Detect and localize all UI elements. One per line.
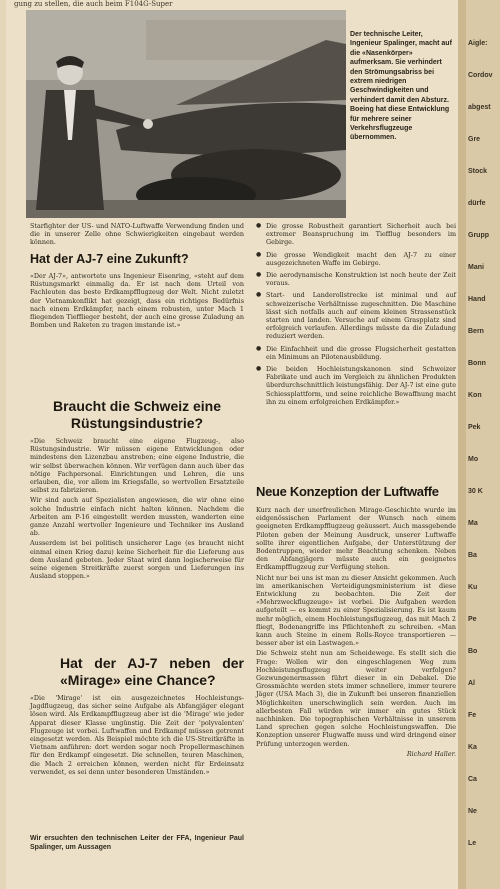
photo-illustration	[26, 10, 346, 218]
intro-paragraph: Starfighter der US- und NATO-Luftwaffe Verwendung finden und die in unserer Zelle ohne Schwierigkeiten eingebaut werden können.	[30, 222, 244, 247]
paragraph-ruestung-1: «Die Schweiz braucht eine eigene Flugzeug-, also Rüstungsindustrie. Wir müssen eigene Entwicklungen oder mindestens den Lizenzbau anstreben; eine eigene Industrie, die wir selbst überwachen können. Wir verfügen dann auch über das nötige Fachpersonal. Einrichtungen und Lehren, die uns erlauben, die, vor allem im Kriegsfalle, so wertvollen Ersatzteile selbst zu fabrizieren.	[30, 437, 244, 495]
heading-mirage-chance: Hat der AJ-7 neben der «Mirage» eine Chance?	[60, 655, 244, 688]
list-item: ● Start- und Landerollstrecke ist minimal und auf schweizerische Verhältnisse zugeschnitten. Die Maschine lässt sich notfalls auch auf einem kleinen Strassenstück starten und landen. Versuche auf einem Graspplatz sind erfolgreich verlaufen. Allerdings müsste da die Zuladung reduziert werden.	[256, 291, 456, 340]
paragraph-mirage: «Die 'Mirage' ist ein ausgezeichnetes Hochleistungs-Jagdflugzeug, das sicher seine Aufgabe als Abfangjäger elegant lösen wird. Als Erdkampfflugzeug aber ist die 'Mirage' wie jeder Apparat dieser Klasse ungünstig. Die Zeit der 'polyvalenten' Flugzeuge ist vorbei. Luftwaffen und Erdkampf müssen getrennt eingesetzt werden. Als Beispiel möchte ich die US-Streitkräfte in Vietnam anführen: dort werden sogar noch Propellermaschinen für den Erdkampf eingesetzt. Die schnellen, teuren Maschinen, die Mach 2 erreichen können, werden nicht für Erdeinsatz verwendet, es sei denn unter besonderen Umständen.»	[30, 694, 244, 776]
section-neue-konzeption	[256, 506, 456, 758]
strip-fragment: Ka	[468, 744, 477, 751]
author-signature: Richard Haller.	[406, 749, 456, 758]
strip-fragment: Gre	[468, 136, 481, 143]
list-item: ● Die beiden Hochleistungskanonen sind Schweizer Fabrikate und auch im Vergleich zu ähnlichen Produkten überdurchschnittlich leistungsfähig. Der AJ-7 ist eine gute Schiessplattform, und seine reichliche Bewaffnung macht ihn zu einem erfolgreichen Erdkämpfer.»	[256, 365, 456, 406]
strip-fragment: Al	[468, 680, 475, 687]
strip-fragment: Pek	[468, 424, 481, 431]
top-line-text: gung zu stellen, die auch beim F104G-Super	[14, 0, 173, 8]
strip-fragment: Stock	[468, 168, 488, 175]
strip-fragment: Bo	[468, 648, 478, 655]
section-ruestungsindustrie	[30, 437, 244, 582]
closing-paragraph: Wir ersuchten den technischen Leiter der FFA, Ingenieur Paul Spalinger, um Aussagen	[30, 835, 244, 851]
paragraph-konzeption-1: Kurz nach der unerfreulichen Mirage-Geschichte wurde im eidgenössischen Parlament der Wunsch nach einem geeigneten Erdkampfflugzeug geäussert. Auch massgebende Piloten geben der Meinung Ausdruck, unserer Luftwaffe sollte ihrer eigentlichen Aufgabe, der Unterstützung der Bodentruppen, wieder mehr Beachtung schenken. Neben den Abfangjägern müsste auch ein geeignetes Erdkampfflugzeug zur Verfügung stehen.	[256, 506, 456, 572]
strip-fragment: Pe	[468, 616, 477, 623]
paragraph-konzeption-2: Nicht nur bei uns ist man zu dieser Ansicht gekommen. Auch im amerikanischen Verteidigungsministerium ist diese Entwicklung zu beobachten. Die Zeit der «Mehrzweckflugzeuge» ist vorbei. Die Aufgaben werden aufgeteilt — es kommt zu einer Spezialisierung. Es ist kaum mehr möglich, einem Hochleistungsflugzeug, das mit Mach 2 fliegt, Bodenangriffe ins Pflichtenheft zu schreiben. «Man kann auch Steine in einem Rolls-Royce transportieren — besser aber ist ein Lastwagen.»	[256, 573, 456, 648]
paragraph-ruestung-2: Wir sind auch auf Spezialisten angewiesen, die wir ohne eine solche Industrie einfach nicht halten können. Nachdem die Arbeiten am P-16 eingestellt werden mussten, wanderten eine ganze Anzahl wertvoller Ingenieure und Techniker ins Ausland ab.	[30, 496, 244, 538]
strip-fragment: Le	[468, 840, 477, 847]
list-item: ● Die grosse Robustheit garantiert Sicherheit auch bei extremer Beanspruchung im Tiefflug besonders im Gebirge.	[256, 222, 456, 247]
paragraph-konzeption-3: Die Schweiz steht nun am Scheidewege. Es stellt sich die Frage: Wollen wir den eingeschlagenen Weg zum Hochleistungsflugzeug weiter verfolgen? Gezwungenermassen führt dieser in ein Debakel. Die Grossmächte werden stets immer schnellere, immer teurere Jäger (USA Mach 3), die in Zukunft bei unseren finanziellen Möglichkeiten unerschwinglich sein werden. Auch im allerbesten Fall würden wir immer ein gutes Stück nachhinken. Die topographischen Verhältnisse in unserem Land sprechen gegen solche Hochleistungswaffen. Die Konzeption unserer Flugwaffe muss und wird dringend einer Prüfung unterzogen werden.	[256, 649, 456, 748]
strip-fragment: Ne	[468, 808, 477, 815]
heading-neue-konzeption: Neue Konzeption der Luftwaffe	[256, 484, 439, 499]
strip-fragment: Kon	[468, 392, 482, 399]
strip-fragment: 30 K	[468, 488, 483, 495]
strip-fragment: Cordov	[468, 72, 493, 79]
adjacent-column-strip	[466, 0, 500, 889]
heading-ruestungsindustrie: Braucht die Schweiz eine Rüstungsindustrie?	[52, 398, 222, 431]
strip-fragment: Bonn	[468, 360, 486, 367]
strip-fragment: Mani	[468, 264, 484, 271]
strip-fragment: Ba	[468, 552, 477, 559]
heading-aj7-zukunft: Hat der AJ-7 eine Zukunft?	[30, 252, 189, 266]
paragraph-aj7-zukunft: «Der AJ-7», antwortete uns Ingenieur Eisenring, «steht auf dem Rüstungsmarkt einmalig da. Er ist nach dem Urteil von Fachleuten das beste Erdkampfflugzeug der Welt. Nicht zuletzt der Vietnamkonflikt hat gezeigt, dass ein richtiges Bedürfnis nach einem Erdkämpfer, nach einem robusten, unter Mach 1 fliegenden Tiefflieger besteht, der auch eine grosse Zuladung an Bomben und Raketen zu tragen imstande ist.»	[30, 272, 244, 330]
strip-fragment: Ma	[468, 520, 478, 527]
list-item: ● Die Einfachheit und die grosse Flugsicherheit gestatten ein Minimum an Pilotenausbildung.	[256, 345, 456, 361]
strip-fragment: Grupp	[468, 232, 489, 239]
photo-engineer-aircraft	[26, 10, 346, 218]
photo-caption: Der technische Leiter, Ingenieur Spalinger, macht auf die «Nasenkörper» aufmerksam. Sie verhindert den Strömungsabriss bei extrem niedrigen Geschwindigkeiten und verhindert damit den Absturz. Boeing hat diese Entwicklung für mehrere seiner Verkehrsflugzeuge übernommen.	[350, 31, 452, 142]
list-item: ● Die aerodynamische Konstruktion ist noch heute der Zeit voraus.	[256, 271, 456, 287]
strip-fragment: abgest	[468, 104, 491, 111]
advantages-list	[256, 222, 456, 406]
list-item: ● Die grosse Wendigkeit macht den AJ-7 zu einer ausgezeichneten Waffe im Gebirge.	[256, 251, 456, 267]
strip-fragment: Aigle:	[468, 40, 488, 47]
strip-fragment: Ca	[468, 776, 477, 783]
paragraph-ruestung-3: Ausserdem ist bei politisch unsicherer Lage (es braucht nicht einmal einen Krieg dazu) keine Sicherheit für die Lieferung aus dem Ausland geboten. Jeder Staat wird dann logischerweise für seine eigenen Streitkräfte zuerst sorgen und Lieferungen ins Ausland stoppen.»	[30, 539, 244, 581]
strip-fragment: Ku	[468, 584, 478, 591]
strip-fragment: Fe	[468, 712, 477, 719]
strip-fragment: Hand	[468, 296, 486, 303]
strip-fragment: dürfe	[468, 200, 486, 207]
strip-fragment: Bern	[468, 328, 484, 335]
strip-fragment: Mo	[468, 456, 479, 463]
